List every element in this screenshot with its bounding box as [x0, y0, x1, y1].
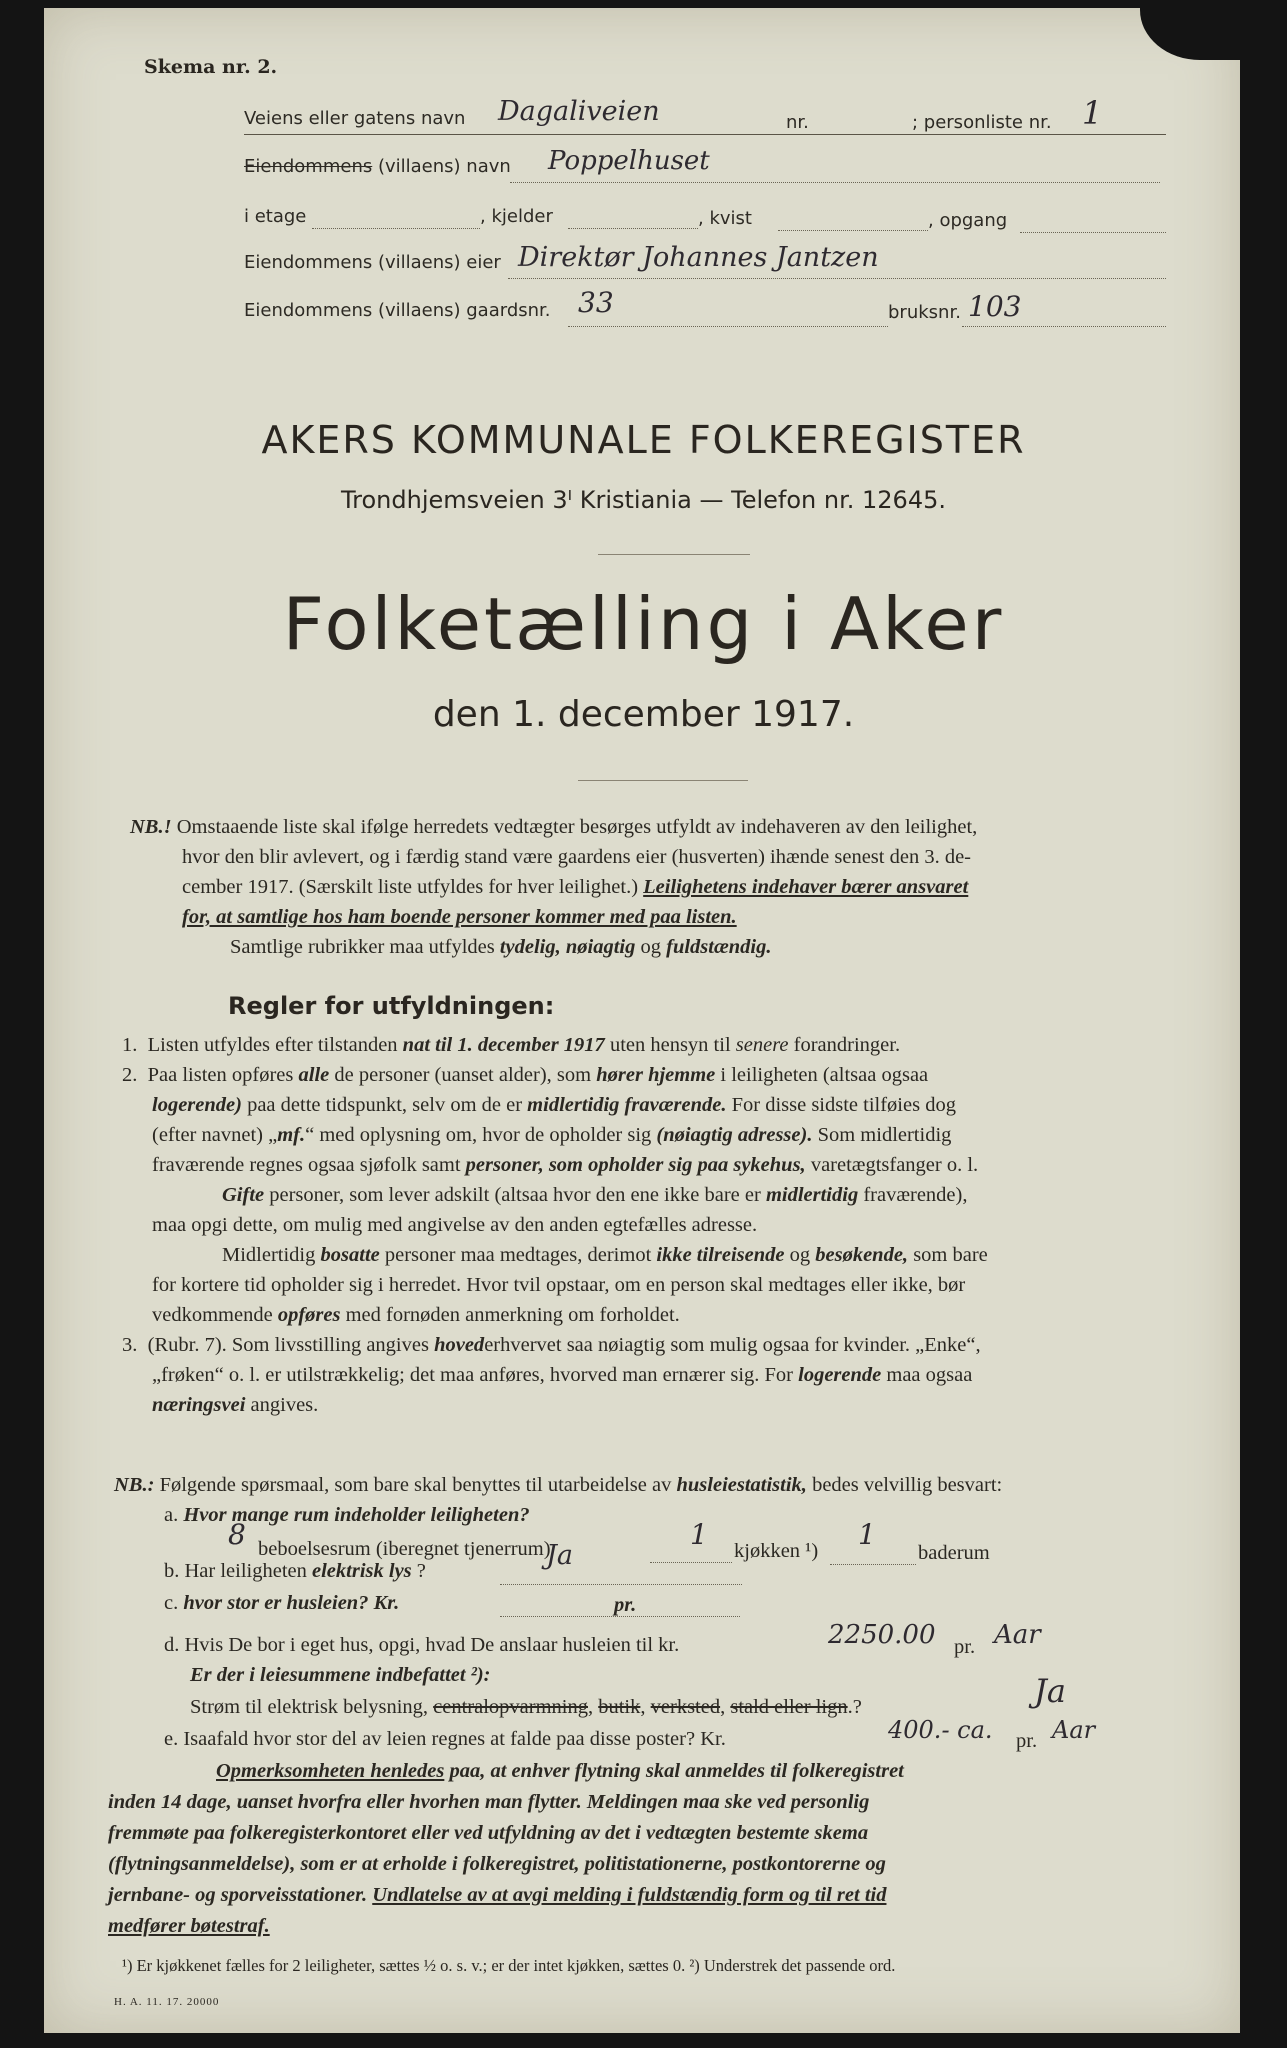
opgang-label: , opgang [928, 210, 1008, 231]
gaardsnr-label: Eiendommens (villaens) gaardsnr. [244, 300, 551, 321]
bath-label: baderum [918, 1542, 990, 1564]
kjelder-label: , kjelder [480, 206, 553, 227]
question-f: e. Isaafald hvor stor del av leien regnes at falde paa disse poster? Kr. [164, 1728, 726, 1750]
nb1-block: NB.! Omstaaende liste skal ifølge herredets vedtægter besørges utfyldt av indehaveren av den leilighet, hvor den blir avlevert, og i færdig stand være gaardens eier (husverten) ihænde senest den 3. de- cember 1917. (Særskilt liste utfyldes for hver leilighet.) Leilighetens indehaver bærer ansvaret for, at samtlige hos ham boende personer kommer med paa listen. Samtlige rubrikker maa utfyldes tydelig, nøiagtig og fuldstændig. [130, 816, 978, 958]
moving-notice: Opmerksomheten henledes paa, at enhver flytning skal anmeldes til folkeregistret inden 14 dage, uanset hvorfra eller hvorhen man flytter. Meldingen maa ske ved personlig fremmøte paa folkeregisterkontoret eller ved utfyldning av det i vedtægten bestemte skema (flytningsanmeldelse), som er at erholde i folkeregistret, politistationerne, postkontorerne og jernbane- og sporveisstationer. Undlatelse av at avgi melding i fuldstændig form og til ret tid medfører bøtestraf. [108, 1760, 904, 1937]
org-address: Trondhjemsveien 3ᴵ Kristiania — Telefon nr. 12645. [341, 486, 946, 514]
footnote: ¹) Er kjøkkenet fælles for 2 leiligheter, sættes ½ o. s. v.; er der intet kjøkken, sættes 0. ²) Understrek det passende ord. [122, 1956, 896, 1975]
rooms-value: 8 [228, 1518, 246, 1551]
personliste-label: ; personliste nr. [912, 112, 1052, 133]
etage-label: i etage [244, 206, 307, 227]
road-label: Veiens eller gatens navn [244, 108, 466, 129]
date-title: den 1. december 1917. [432, 694, 855, 735]
e-value: Ja [1034, 1672, 1066, 1710]
question-b: b. Har leiligheten elektrisk lys ? [164, 1560, 426, 1582]
villa-label: (villaens) navn [377, 156, 511, 177]
e-options: Strøm til elektrisk belysning, centralopvarmning, butik, verksted, stald eller lign.? [190, 1696, 862, 1718]
rules-heading: Regler for utfyldningen: [228, 992, 555, 1020]
d-pr: pr. [954, 1636, 976, 1658]
nr-label: nr. [786, 112, 809, 133]
bruksnr-label: bruksnr. [888, 302, 961, 323]
villa-value: Poppelhuset [548, 146, 710, 176]
c-pr: pr. [614, 1594, 637, 1616]
road-value: Dagaliveien [498, 96, 660, 127]
print-code: H. A. 11. 17. 20000 [114, 1996, 220, 2008]
divider-2 [578, 780, 748, 781]
kitchen-value: 1 [690, 1518, 708, 1551]
question-d: d. Hvis De bor i eget hus, opgi, hvad De anslaar husleien til kr. [164, 1634, 680, 1656]
eier-value: Direktør Johannes Jantzen [518, 242, 879, 273]
d-period: Aar [994, 1620, 1041, 1650]
skema-label: Skema nr. 2. [144, 56, 278, 78]
d-value: 2250.00 [828, 1620, 936, 1650]
gaardsnr-value: 33 [578, 286, 614, 319]
f-period: Aar [1052, 1716, 1096, 1744]
etage-line [312, 206, 480, 229]
kvist-label: , kvist [698, 208, 752, 229]
divider-1 [598, 554, 750, 555]
bath-value: 1 [858, 1518, 876, 1551]
personliste-value: 1 [1082, 94, 1103, 132]
eier-label: Eiendommens (villaens) eier [244, 252, 501, 273]
rules-block: 1. Listen utfyldes efter tilstanden nat til 1. december 1917 uten hensyn til senere forandringer. 2. Paa listen opføres alle de personer (uanset alder), som hører hjemme i leiligheten (altsaa ogsaa logerende) paa dette tidspunkt, selv om de er midlertidig fraværende. For disse sidste tilføies dog (efter navnet) „mf.“ med oplysning om, hvor de opholder sig (nøiagtig adresse). Som midlertidig fraværende regnes ogsaa sjøfolk samt personer, som opholder sig paa sykehus, varetægtsfanger o. l. Gifte personer, som lever adskilt (altsaa hvor den ene ikke bare er midlertidig fraværende), maa opgi dette, om mulig med angivelse av den anden egtefælles adresse. Midlertidig bosatte personer maa medtages, derimot ikke tilreisende og besøkende, som bare for kortere tid opholder sig i herredet. Hvor tvil opstaar, om en person skal medtages eller ikke, bør vedkommende opføres med fornøden anmerkning om forholdet. 3. (Rubr. 7). Som livsstilling angives hovederhvervet saa nøiagtig som mulig ogsaa for kvinder. „Enke“, „frøken“ o. l. er utilstrækkelig; det maa anføres, hvorved man ernærer sig. For logerende maa ogsaa næringsvei angives. [122, 1034, 988, 1416]
b-line [500, 1562, 742, 1585]
question-a: a. Hvor mange rum indeholder leiligheten? [164, 1504, 530, 1526]
kjelder-line [568, 206, 698, 229]
question-e: Er der i leiesummene indbefattet ²): [190, 1664, 491, 1686]
main-title: Folketælling i Aker [282, 582, 1005, 666]
kitchen-label: kjøkken ¹) [734, 1540, 819, 1562]
road-line [244, 134, 1166, 135]
rooms-label: beboelsesrum (iberegnet tjenerrum) [258, 1538, 551, 1560]
f-value: 400.- ca. [888, 1716, 993, 1744]
opgang-line [1020, 210, 1166, 233]
nb2-intro: NB.: Følgende spørsmaal, som bare skal benyttes til utarbeidelse av husleiestatistik, bedes velvillig besvart: [114, 1474, 1003, 1496]
gaardsnr-line [568, 304, 888, 327]
b-value: Ja [546, 1540, 573, 1571]
bruksnr-value: 103 [968, 290, 1022, 323]
org-title: AKERS KOMMUNALE FOLKEREGISTER [261, 418, 1026, 462]
question-c: c. hvor stor er husleien? Kr. [164, 1592, 400, 1614]
kvist-line [778, 208, 928, 231]
eiendom-struck: Eiendommens [244, 156, 373, 177]
f-pr: pr. [1016, 1730, 1038, 1752]
